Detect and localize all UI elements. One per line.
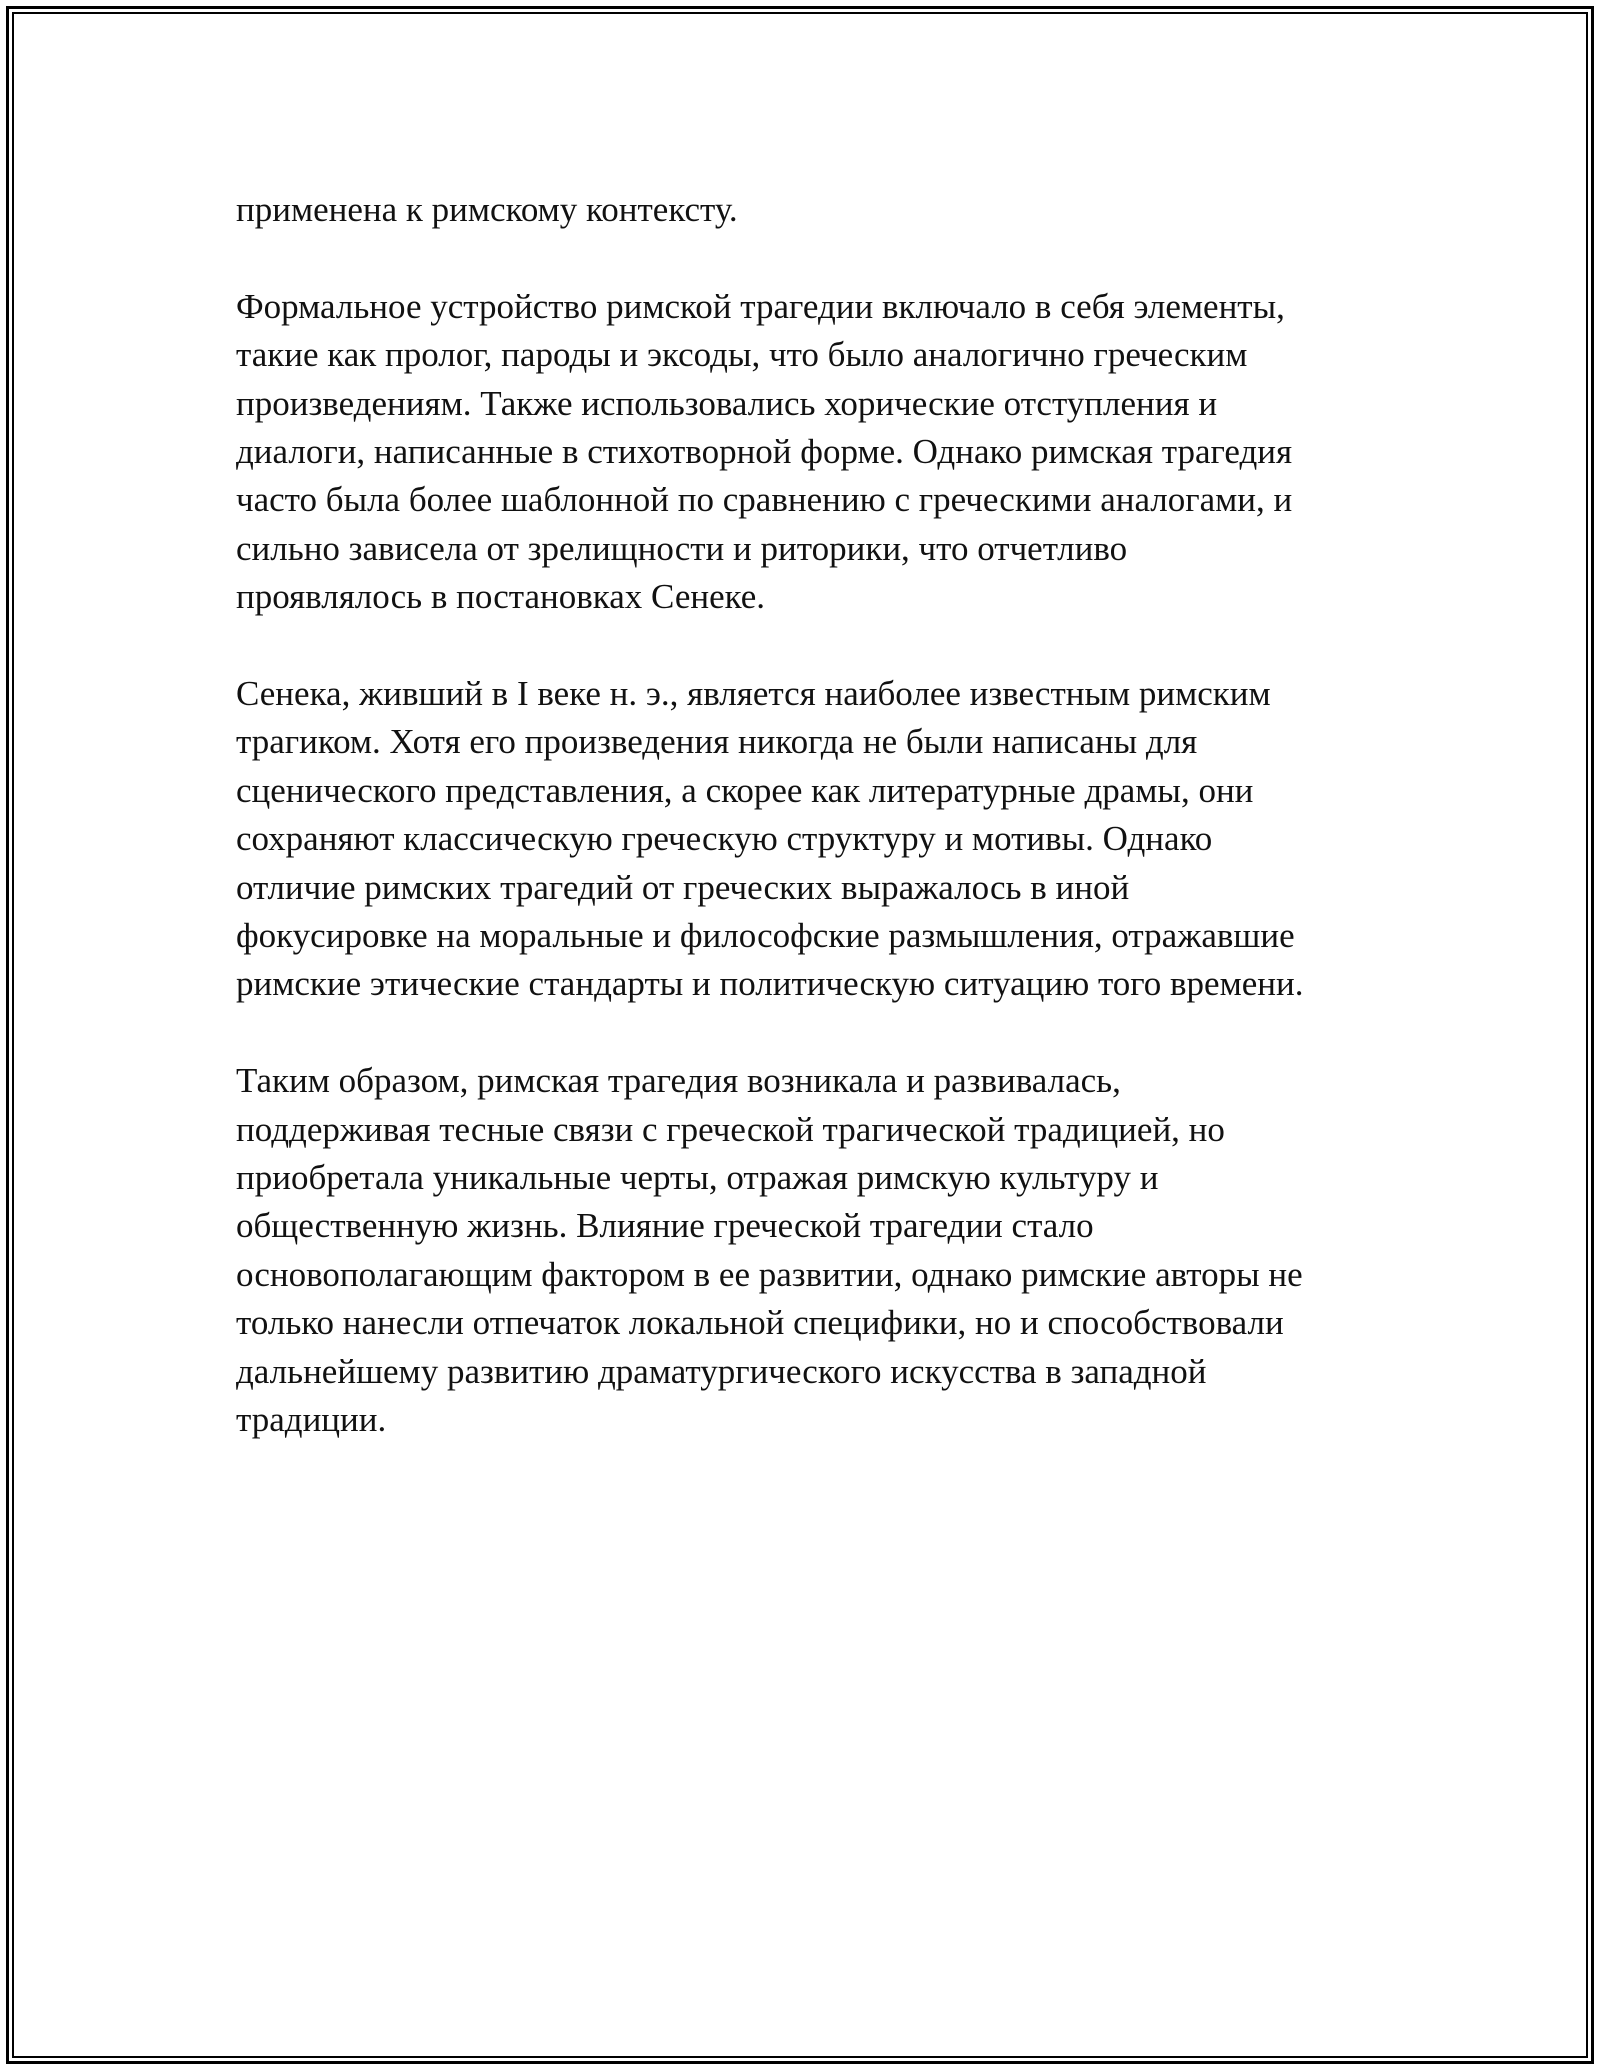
paragraph-formal-structure: Формальное устройство римской трагедии включало в себя элементы, такие как пролог, пароды и эксоды, что было аналогично греческим произведениям. Также использовались хорические отступления и диалоги, написанные в стихотворной форме. Однако римская трагедия часто была более шаблонной по сравнению с греческими аналогами, и сильно зависела от зрелищности и риторики, что отчетливо проявлялось в постановках Сенеке.	[236, 286, 1293, 617]
document-body	[236, 186, 1366, 1493]
paragraph-seneca: Сенека, живший в I веке н. э., является наиболее известным римским трагиком. Хотя его произведения никогда не были написаны для сценического представления, а скорее как литературные драмы, они сохраняют классическую греческую структуру и мотивы. Однако отличие римских трагедий от греческих выражалось в иной фокусировке на моральные и философские размышления, отражавшие римские этические стандарты и политическую ситуацию того времени.	[236, 674, 1304, 1004]
paragraph-continuation: применена к римскому контексту.	[236, 190, 738, 229]
paragraph-conclusion: Таким образом, римская трагедия возникала и развивалась, поддерживая тесные связи с греческой трагической традицией, но приобретала уникальные черты, отражая римскую культуру и общественную жизнь. Влияние греческой трагедии стало основополагающим фактором в ее развитии, однако римские авторы не только нанесли отпечаток локальной специфики, но и способствовали дальнейшему развитию драматургического искусства в западной традиции.	[236, 1061, 1303, 1440]
